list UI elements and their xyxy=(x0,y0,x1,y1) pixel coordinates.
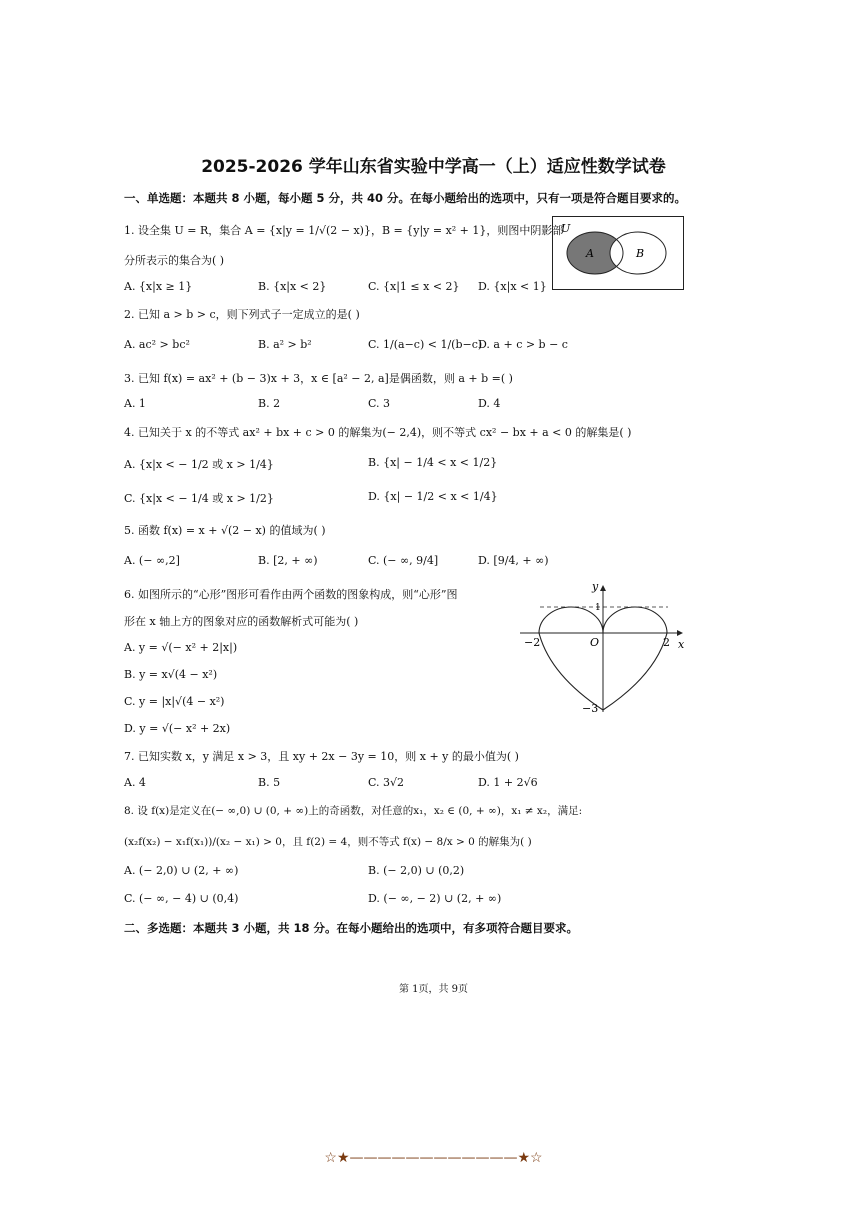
q5-option-a: A. (− ∞,2] xyxy=(124,554,180,567)
q2-option-b: B. a² > b² xyxy=(258,338,312,351)
q6-stem-line2: 形在 x 轴上方的图象对应的函数解析式可能为( ) xyxy=(124,615,359,628)
heart-label-origin: O xyxy=(590,636,600,649)
q6-option-b: B. y = x√(4 − x²) xyxy=(124,668,218,681)
q5-option-b: B. [2, + ∞) xyxy=(258,554,318,567)
venn-label-a: A xyxy=(586,247,594,260)
section-1-heading: 一、单选题：本题共 8 小题，每小题 5 分，共 40 分。在每小题给出的选项中，只有一项是符合题目要求的。 xyxy=(124,191,687,205)
q1-option-b: B. {x|x < 2} xyxy=(258,280,327,293)
page-title: 2025-2026 学年山东省实验中学高一（上）适应性数学试卷 xyxy=(201,157,666,177)
q2-option-d: D. a + c > b − c xyxy=(478,338,568,351)
q8-option-d: D. (− ∞, − 2) ∪ (2, + ∞) xyxy=(368,892,502,905)
q1-option-a: A. {x|x ≥ 1} xyxy=(124,280,193,293)
heart-label-y: y xyxy=(592,580,599,593)
heart-label-pos2: 2 xyxy=(663,636,670,649)
q6-option-d: D. y = √(− x² + 2x) xyxy=(124,722,231,735)
q4-option-a: A. {x|x < − 1/2 或 x > 1/4} xyxy=(124,458,274,471)
q4-option-d: D. {x| − 1/2 < x < 1/4} xyxy=(368,490,498,503)
q6-option-a: A. y = √(− x² + 2|x|) xyxy=(124,641,238,654)
q1-stem-line1: 1. 设全集 U = R，集合 A = {x|y = 1/√(2 − x)}，B = {y|y = x² + 1}，则图中阴影部 xyxy=(124,224,564,237)
heart-label-neg2: −2 xyxy=(524,636,541,649)
q1-stem-line2: 分所表示的集合为( ) xyxy=(124,254,225,267)
page-footer: 第 1页，共 9页 xyxy=(398,984,469,995)
q7-option-c: C. 3√2 xyxy=(368,776,405,789)
q3-option-a: A. 1 xyxy=(124,397,146,410)
q2-stem: 2. 已知 a > b > c，则下列式子一定成立的是( ) xyxy=(124,308,360,321)
decorative-stars-divider: ☆★————————————★☆ xyxy=(324,1150,543,1166)
q5-option-d: D. [9/4, + ∞) xyxy=(478,554,549,567)
q7-stem: 7. 已知实数 x，y 满足 x > 3，且 xy + 2x − 3y = 10，则 x + y 的最小值为( ) xyxy=(124,750,519,763)
heart-label-one: 1 xyxy=(595,603,601,613)
q2-option-c: C. 1/(a−c) < 1/(b−c) xyxy=(368,338,483,351)
q8-option-c: C. (− ∞, − 4) ∪ (0,4) xyxy=(124,892,239,905)
q5-stem: 5. 函数 f(x) = x + √(2 − x) 的值域为( ) xyxy=(124,524,326,537)
venn-label-b: B xyxy=(636,247,645,260)
q4-stem: 4. 已知关于 x 的不等式 ax² + bx + c > 0 的解集为(− 2,4)，则不等式 cx² − bx + a < 0 的解集是( ) xyxy=(124,426,632,439)
venn-diagram xyxy=(552,216,684,290)
q1-option-d: D. {x|x < 1} xyxy=(478,280,547,293)
heart-label-x: x xyxy=(678,638,685,651)
q4-option-b: B. {x| − 1/4 < x < 1/2} xyxy=(368,456,498,469)
q7-option-a: A. 4 xyxy=(124,776,146,789)
q1-option-c: C. {x|1 ≤ x < 2} xyxy=(368,280,460,293)
venn-label-u: U xyxy=(561,222,571,235)
q3-stem: 3. 已知 f(x) = ax² + (b − 3)x + 3，x ∈ [a² − 2, a]是偶函数，则 a + b =( ) xyxy=(124,372,513,385)
q3-option-b: B. 2 xyxy=(258,397,281,410)
q6-option-c: C. y = |x|√(4 − x²) xyxy=(124,695,225,708)
q4-option-c: C. {x|x < − 1/4 或 x > 1/2} xyxy=(124,492,274,505)
q8-stem-line2: (x₂f(x₂) − x₁f(x₁))/(x₂ − x₁) > 0，且 f(2) = 4，则不等式 f(x) − 8/x > 0 的解集为( ) xyxy=(124,836,532,848)
q3-option-d: D. 4 xyxy=(478,397,501,410)
heart-graph xyxy=(520,580,690,715)
q8-stem-line1: 8. 设 f(x)是定义在(− ∞,0) ∪ (0, + ∞)上的奇函数，对任意的x₁，x₂ ∈ (0, + ∞)，x₁ ≠ x₂，满足: xyxy=(124,805,583,817)
section-2-heading: 二、多选题：本题共 3 小题，共 18 分。在每小题给出的选项中，有多项符合题目要求。 xyxy=(124,921,579,935)
q8-option-a: A. (− 2,0) ∪ (2, + ∞) xyxy=(124,864,239,877)
q7-option-d: D. 1 + 2√6 xyxy=(478,776,538,789)
q8-option-b: B. (− 2,0) ∪ (0,2) xyxy=(368,864,465,877)
q5-option-c: C. (− ∞, 9/4] xyxy=(368,554,439,567)
q2-option-a: A. ac² > bc² xyxy=(124,338,190,351)
heart-label-neg3: −3 xyxy=(582,702,599,715)
q3-option-c: C. 3 xyxy=(368,397,391,410)
q6-stem-line1: 6. 如图所示的“心形”图形可看作由两个函数的图象构成，则“心形”图 xyxy=(124,588,458,601)
q7-option-b: B. 5 xyxy=(258,776,281,789)
